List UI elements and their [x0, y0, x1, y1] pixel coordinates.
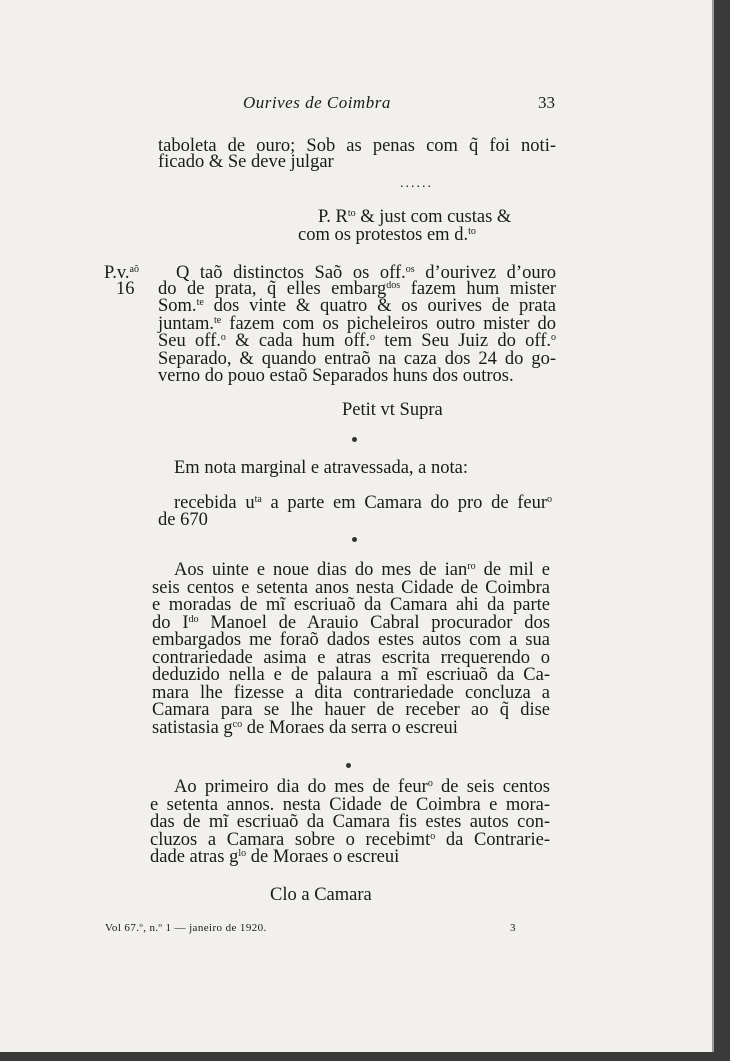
- text-line: com os protestos em d.$^{to}$: [298, 225, 476, 245]
- text-line: seis centos e setenta anos nesta Cidade de Coimbra: [152, 578, 550, 598]
- text-line: embargados me foraõ dados estes autos com a sua: [152, 630, 550, 650]
- text-line: Separado, & quando entraõ na caza dos 24 do go-: [158, 349, 556, 369]
- text-line: das de mĩ escriuaõ da Camara fis estes autos con-: [150, 812, 550, 832]
- text-line: juntam.$^{te}$ fazem com os picheleiros outro mister do: [158, 314, 556, 334]
- text-line: Camara para se lhe hauer de receber ao q̃ dise: [152, 700, 550, 720]
- text-line: recebida $u^{ta}$ a parte em Camara do pro de feur$^o$: [174, 493, 552, 513]
- text-line: Aos uinte e noue dias do mes de ian$^{ro}$ de mil e: [174, 560, 550, 580]
- superscript: to: [468, 226, 476, 237]
- text-line: Seu off.$^o$ & cada hum off.$^o$ tem Seu Juiz do off.$^o$: [158, 331, 556, 351]
- text-line: P. $R^{to}$ & just com custas &: [318, 207, 512, 227]
- text-line: de 670: [158, 510, 208, 530]
- closing-line: Clo a Camara: [270, 885, 372, 905]
- text-line: do $I^{do}$ Manoel de Arauio Cabral procurador dos: [152, 613, 550, 633]
- book-edge: [714, 0, 730, 1061]
- text-line: Q taõ distinctos Saõ os off.$^{os}$ d’ourivez d’ouro: [176, 263, 556, 283]
- text-line: Som.$^{te}$ dos vinte & quatro & os ourives de prata: [158, 296, 556, 316]
- separator-dot: [346, 763, 351, 768]
- page-number: 33: [538, 93, 555, 112]
- editorial-note: Em nota marginal e atravessada, a nota:: [174, 458, 469, 478]
- text-line: cluzos a Camara sobre o recebimt$^o$ da Contrarie-: [150, 830, 550, 850]
- separator-dot: [352, 537, 357, 542]
- margin-note: P.v.$^{aõ}$: [104, 263, 139, 283]
- superscript: aõ: [129, 264, 139, 275]
- text-line: e moradas de mĩ escriuaõ da Camara ahi da parte: [152, 595, 550, 615]
- text-line: satistasia $g^{co}$ de Moraes da serra o escreui: [152, 718, 458, 738]
- text-line: ficado & Se deve julgar: [158, 152, 334, 172]
- text-line: verno do pouo estaõ Separados huns dos outros.: [158, 366, 514, 386]
- footer-volume: Vol 67.º, n.º 1 — janeiro de 1920.: [105, 922, 267, 934]
- footer-signature: 3: [510, 922, 516, 934]
- running-title: Ourives de Coimbra: [243, 93, 391, 112]
- text-line: Ao primeiro dia do mes de feur$^o$ de seis centos: [174, 777, 550, 797]
- text-line: do de prata, q̃ elles embarg$^{dos}$ fazem hum mister: [158, 279, 556, 299]
- superscript: to: [347, 208, 356, 219]
- text-line: mara lhe fizesse a dita contrariedade concluza a: [152, 683, 550, 703]
- margin-note: 16: [116, 279, 135, 299]
- text-line: dade atras $g^{lo}$ de Moraes o escreui: [150, 847, 400, 867]
- text-line: deduzido nella e de palaura a mĩ escriuaõ da Ca-: [152, 665, 550, 685]
- text-line: contrariedade asima e atras escrita rrequerendo o: [152, 648, 550, 668]
- separator-dot: [352, 437, 357, 442]
- ellipsis: ......: [400, 176, 433, 191]
- petit-line: Petit vt Supra: [342, 400, 443, 420]
- text-line: taboleta de ouro; Sob as penas com q̃ foi noti-: [158, 136, 556, 156]
- text-line: e setenta annos. nesta Cidade de Coimbra e mora-: [150, 795, 550, 815]
